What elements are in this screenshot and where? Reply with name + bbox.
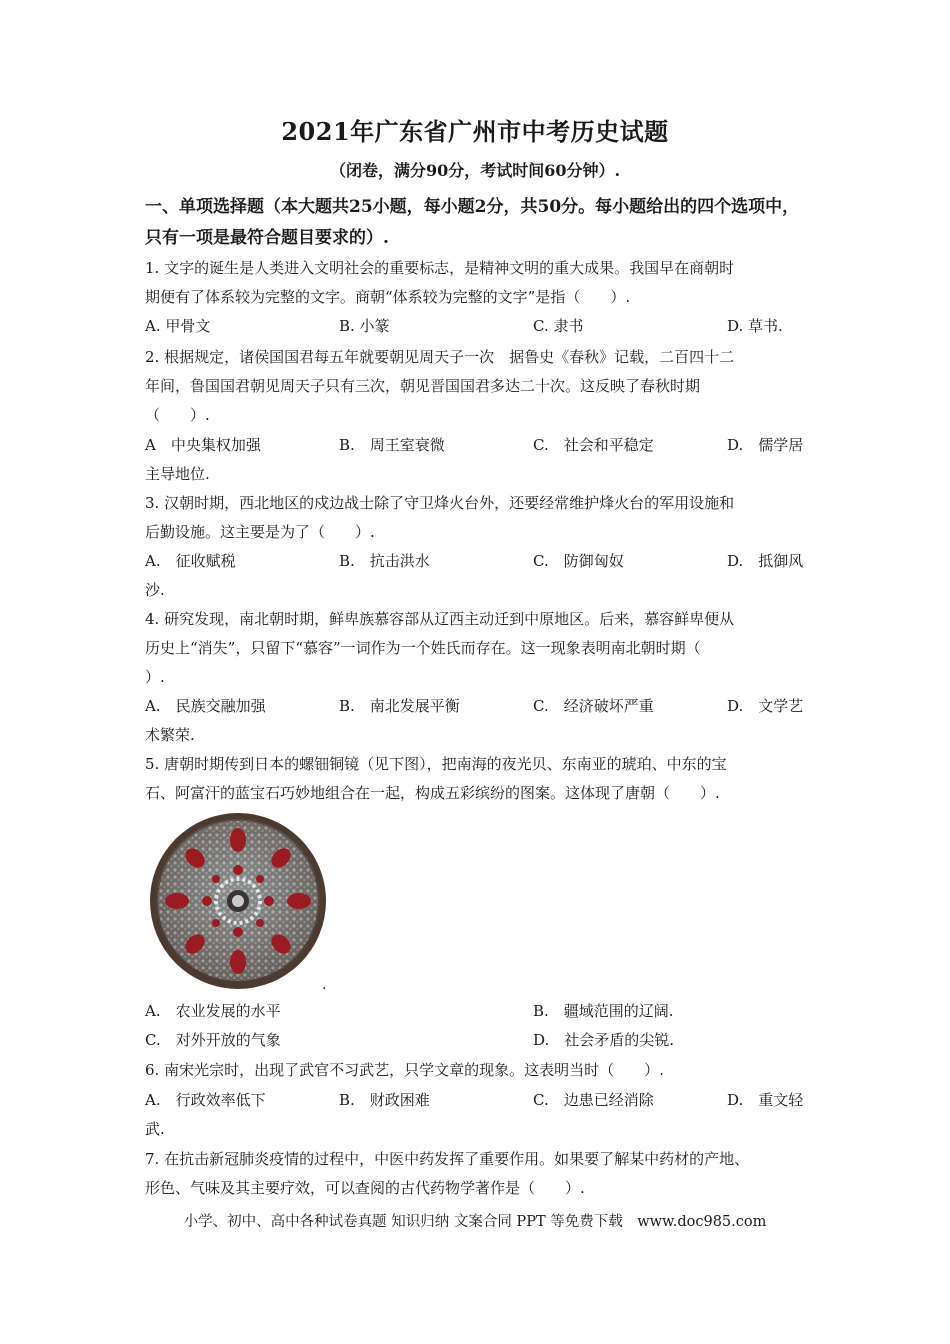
question-4 — [145, 605, 810, 692]
options-q1 — [145, 312, 810, 341]
option-c[interactable]: C. 经济破坏严重 — [533, 697, 654, 715]
option-d[interactable]: D. 草书. — [727, 317, 783, 335]
option-b[interactable]: B. 财政困难 — [339, 1091, 430, 1109]
option-c[interactable]: C. 对外开放的气象 — [145, 1031, 281, 1049]
option-continuation: 沙. — [145, 581, 165, 599]
page-title: 2021年广东省广州市中考历史试题 — [281, 117, 669, 146]
question-line: 后勤设施。这主要是为了（ ）. — [145, 523, 375, 541]
question-line: （ ）. — [145, 406, 210, 424]
option-a[interactable]: A. 农业发展的水平 — [145, 1002, 281, 1020]
question-line: 期便有了体系较为完整的文字。商朝“体系较为完整的文字”是指（ ）. — [145, 288, 631, 306]
option-d[interactable]: D. 重文轻 — [727, 1091, 804, 1109]
exam-instructions: （闭卷，满分90分，考试时间60分钟）. — [329, 161, 621, 180]
question-3 — [145, 489, 810, 547]
option-d[interactable]: D. 社会矛盾的尖锐. — [533, 1031, 675, 1049]
question-6 — [145, 1056, 810, 1085]
option-continuation: 术繁荣. — [145, 726, 195, 744]
option-a[interactable]: A. 行政效率低下 — [145, 1091, 266, 1109]
option-c[interactable]: C. 边患已经消除 — [533, 1091, 654, 1109]
option-c[interactable]: C. 防御匈奴 — [533, 552, 624, 570]
option-c[interactable]: C. 隶书 — [533, 317, 584, 335]
question-line: 1. 文字的诞生是人类进入文明社会的重要标志，是精神文明的重大成果。我国早在商朝时 — [145, 259, 735, 277]
section-heading: 一、单项选择题（本大题共25小题，每小题2分，共50分。每小题给出的四个选项中，只有一项是最符合题目要求的）. — [145, 197, 800, 248]
options-q6 — [145, 1086, 810, 1115]
option-d[interactable]: D. 文学艺 — [727, 697, 804, 715]
option-continuation: 主导地位. — [145, 465, 210, 483]
option-d[interactable]: D. 儒学居 — [727, 436, 804, 454]
options-q3 — [145, 547, 810, 576]
figure-mark: . — [322, 977, 327, 993]
option-a[interactable]: A. 甲骨文 — [145, 317, 211, 335]
option-b[interactable]: B. 小篆 — [339, 317, 390, 335]
question-2 — [145, 343, 810, 430]
option-b[interactable]: B. 南北发展平衡 — [339, 697, 460, 715]
question-line: 历史上“消失”，只留下“慕容”一词作为一个姓氏而存在。这一现象表明南北朝时期（ — [145, 639, 701, 657]
page-footer: 小学、初中、高中各种试卷真题 知识归纳 文案合同 PPT 等免费下载 www.doc985.com — [183, 1214, 767, 1230]
question-5 — [145, 750, 810, 808]
question-7 — [145, 1145, 810, 1203]
option-b[interactable]: B. 抗击洪水 — [339, 552, 430, 570]
options-q2 — [145, 431, 810, 460]
options-q5-row1 — [145, 997, 810, 1026]
options-q4 — [145, 692, 810, 721]
question-line: 形色、气味及其主要疗效，可以查阅的古代药物学著作是（ ）. — [145, 1179, 585, 1197]
question-line: 7. 在抗击新冠肺炎疫情的过程中，中医中药发挥了重要作用。如果要了解某中药材的产地、 — [145, 1150, 750, 1168]
option-b[interactable]: B. 疆域范围的辽阔. — [533, 1002, 674, 1020]
question-line: 年间，鲁国国君朝见周天子只有三次，朝见晋国国君多达二十次。这反映了春秋时期 — [145, 377, 701, 395]
question-line: 2. 根据规定，诸侯国国君每五年就要朝见周天子一次 据鲁史《春秋》记载，二百四十二 — [145, 348, 735, 366]
options-q5-row2 — [145, 1026, 810, 1055]
question-line: 5. 唐朝时期传到日本的螺钿铜镜（见下图），把南海的夜光贝、东南亚的琥珀、中东的宝 — [145, 755, 727, 773]
option-a[interactable]: A 中央集权加强 — [145, 436, 261, 454]
question-line: 6. 南宋光宗时，出现了武官不习武艺，只学文章的现象。这表明当时（ ）. — [145, 1061, 664, 1079]
question-line: 3. 汉朝时期，西北地区的戍边战士除了守卫烽火台外，还要经常维护烽火台的军用设施和 — [145, 494, 735, 512]
option-b[interactable]: B. 周王室衰微 — [339, 436, 445, 454]
option-a[interactable]: A. 民族交融加强 — [145, 697, 266, 715]
option-continuation: 武. — [145, 1120, 165, 1138]
question-line: 4. 研究发现，南北朝时期，鲜卑族慕容部从辽西主动迁到中原地区。后来，慕容鲜卑便从 — [145, 610, 735, 628]
question-1 — [145, 254, 810, 312]
option-d[interactable]: D. 抵御风 — [727, 552, 804, 570]
bronze-mirror-image — [145, 812, 332, 990]
question-line: 石、阿富汗的蓝宝石巧妙地组合在一起，构成五彩缤纷的图案。这体现了唐朝（ ）. — [145, 784, 720, 802]
option-a[interactable]: A. 征收赋税 — [145, 552, 236, 570]
option-c[interactable]: C. 社会和平稳定 — [533, 436, 654, 454]
question-line: ）. — [145, 668, 165, 686]
